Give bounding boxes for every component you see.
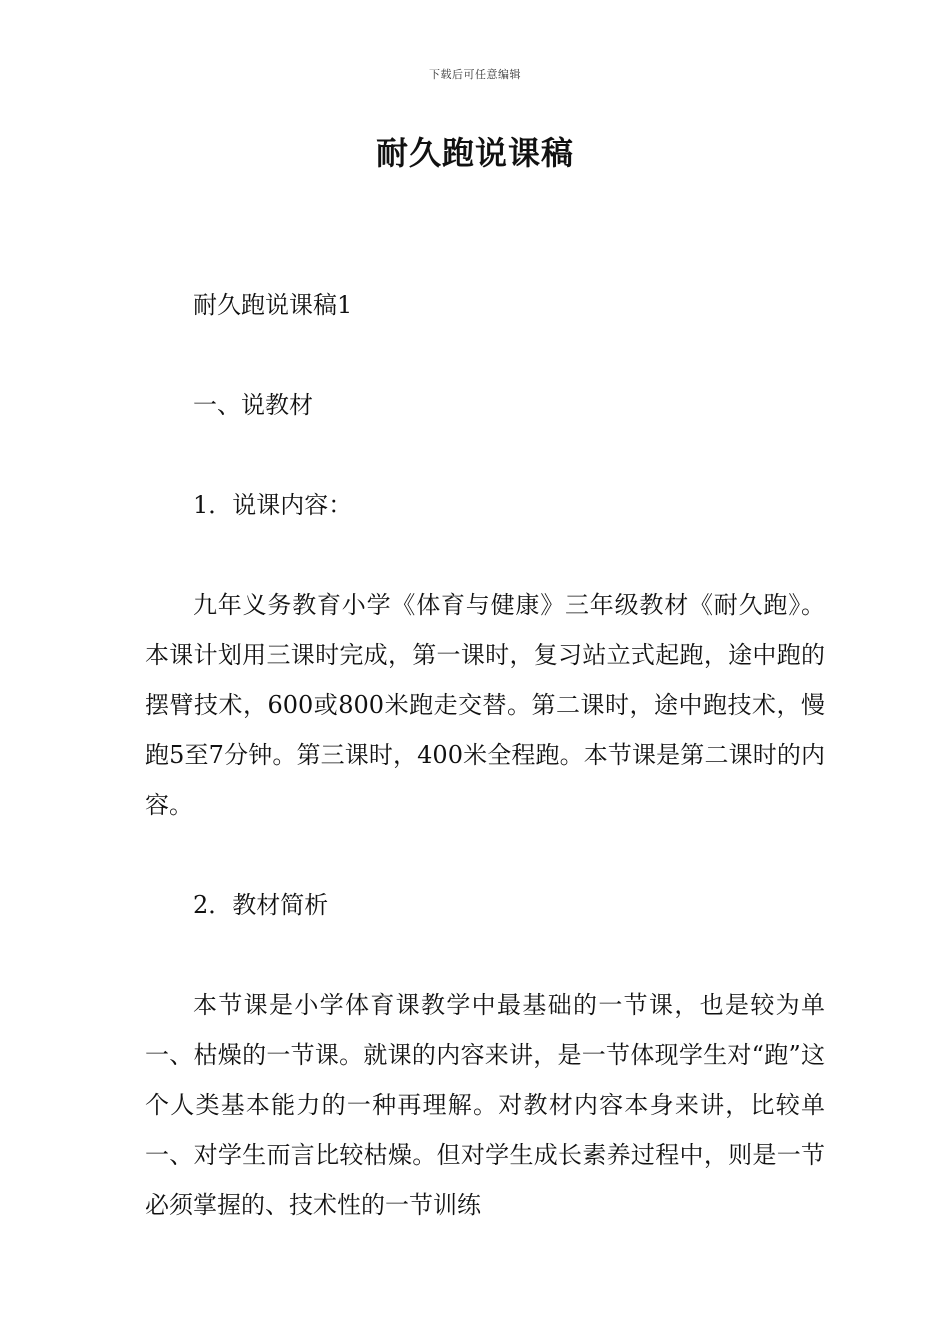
subtitle-paragraph: 耐久跑说课稿1 [193, 291, 353, 319]
section-heading: 一、说教材 [193, 391, 313, 419]
header-note: 下载后可任意编辑 [429, 68, 521, 81]
subsection-heading: 2．教材简析 [193, 891, 329, 919]
subsection-heading: 1．说课内容： [193, 491, 353, 519]
body-paragraph: 本节课是小学体育课教学中最基础的一节课，也是较为单一、枯燥的一节课。就课的内容来讲，是一节体现学生对“跑”这个人类基本能力的一种再理解。对教材内容本身来讲，比较单一、对学生而言比较枯燥。但对学生成长素养过程中，则是一节必须掌握的、技术性的一节训练 [145, 991, 825, 1219]
document-title: 耐久跑说课稿 [375, 134, 574, 172]
document-body [145, 280, 825, 1230]
body-paragraph: 九年义务教育小学《体育与健康》三年级教材《耐久跑》。本课计划用三课时完成，第一课时，复习站立式起跑，途中跑的摆臂技术，600或800米跑走交替。第二课时，途中跑技术，慢跑5至7分钟。第三课时，400米全程跑。本节课是第二课时的内容。 [145, 591, 825, 819]
